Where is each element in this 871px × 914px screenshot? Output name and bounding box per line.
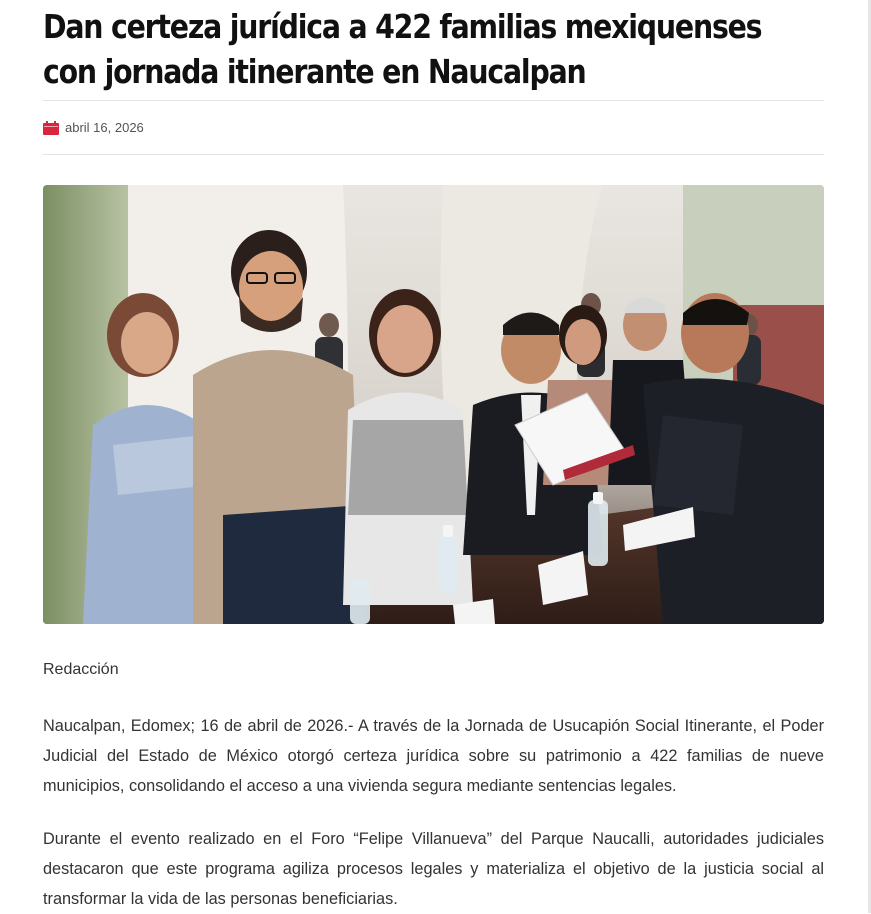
article-paragraph: Naucalpan, Edomex; 16 de abril de 2026.- A través de la Jornada de Usucapión Social Itinerante, el Poder Judicial del Estado de México otorgó certeza jurídica sobre su patrimonio a 422 familias de nueve municipios, consolidando el acceso a una vivienda segura mediante sentencias legales.	[43, 717, 824, 795]
article-title: Dan certeza jurídica a 422 familias mexiquenses con jornada itinerante en Naucalpan	[43, 7, 762, 91]
article-paragraph: Durante el evento realizado en el Foro “Felipe Villanueva” del Parque Naucalli, autoridades judiciales destacaron que este programa agiliza procesos legales y materializa el objetivo de la justicia social al transformar la vida de las personas beneficiarias.	[43, 830, 824, 908]
meta-divider	[43, 154, 824, 155]
article	[43, 0, 824, 914]
article-hero-photo[interactable]	[43, 185, 824, 624]
article-meta	[43, 101, 824, 154]
article-byline: Redacción	[43, 661, 119, 678]
publish-date[interactable]: abril 16, 2026	[65, 120, 144, 135]
calendar-icon	[43, 121, 59, 135]
